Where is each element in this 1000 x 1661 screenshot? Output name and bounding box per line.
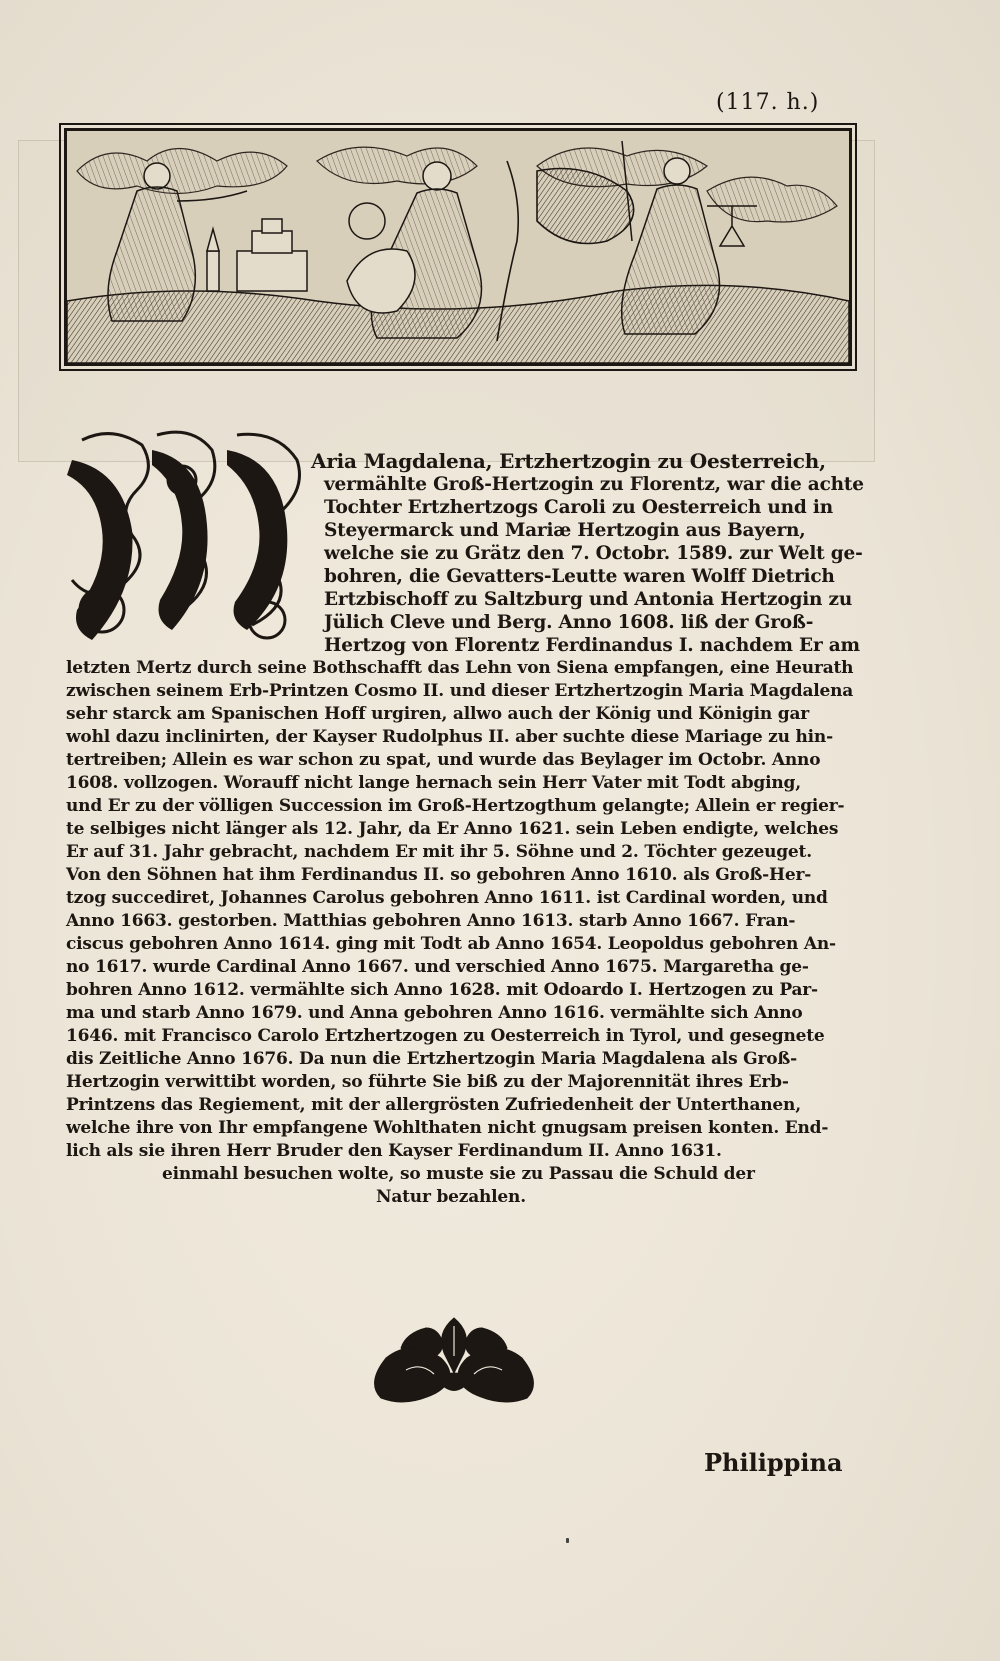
text-line: Tochter Ertzhertzogs Caroli zu Oesterreich und in: [324, 497, 833, 518]
decorated-initial: [62, 420, 332, 660]
text-line: tzog succediret, Johannes Carolus gebohren Anno 1611. ist Cardinal worden, und: [66, 888, 828, 908]
paper-speck: [566, 1538, 569, 1543]
text-line: Hertzog von Florentz Ferdinandus I. nachdem Er am: [324, 635, 860, 656]
text-line: bohren Anno 1612. vermählte sich Anno 1628. mit Odoardo I. Hertzogen zu Par-: [66, 980, 818, 1000]
text-line: Natur bezahlen.: [376, 1187, 526, 1207]
text-line: Hertzogin verwittibt worden, so führte Sie biß zu der Majorennität ihres Erb-: [66, 1072, 789, 1092]
text-line: einmahl besuchen wolte, so muste sie zu Passau die Schuld der: [162, 1164, 755, 1184]
text-line: Jülich Cleve und Berg. Anno 1608. liß der Groß-: [324, 612, 814, 633]
text-line: te selbiges nicht länger als 12. Jahr, da Er Anno 1621. sein Leben endigte, welches: [66, 819, 839, 839]
text-line: 1646. mit Francisco Carolo Ertzhertzogen zu Oesterreich in Tyrol, und gesegnete: [66, 1026, 825, 1046]
text-line: Aria Magdalena, Ertzhertzogin zu Oesterreich,: [311, 449, 826, 473]
text-line: letzten Mertz durch seine Bothschafft das Lehn von Siena empfangen, eine Heurath: [66, 658, 854, 678]
text-line: wohl dazu inclinirten, der Kayser Rudolphus II. aber suchte diese Mariage zu hin-: [66, 727, 833, 747]
flower-ornament: [366, 1308, 542, 1416]
text-line: Steyermarck und Mariæ Hertzogin aus Bayern,: [324, 520, 806, 541]
text-line: Printzens das Regiement, mit der allergrösten Zufriedenheit der Unterthanen,: [66, 1095, 801, 1115]
text-line: und Er zu der völligen Succession im Groß-Hertzogthum gelangte; Allein er regier-: [66, 796, 845, 816]
text-line: zwischen seinem Erb-Printzen Cosmo II. und dieser Ertzhertzogin Maria Magdalena: [66, 681, 854, 701]
allegory-illustration: [67, 131, 849, 363]
text-line: 1608. vollzogen. Worauff nicht lange hernach sein Herr Vater mit Todt abging,: [66, 773, 801, 793]
text-line: Er auf 31. Jahr gebracht, nachdem Er mit ihr 5. Söhne und 2. Töchter gezeuget.: [66, 842, 812, 862]
catchword: Philippina: [704, 1448, 843, 1477]
text-line: tertreiben; Allein es war schon zu spat, und wurde das Beylager im Octobr. Anno: [66, 750, 821, 770]
initial-m-ornament: [62, 420, 332, 660]
text-line: welche ihre von Ihr empfangene Wohlthaten nicht gnugsam preisen konten. End-: [66, 1118, 829, 1138]
woodcut-banner: [64, 128, 852, 366]
text-line: ciscus gebohren Anno 1614. ging mit Todt ab Anno 1654. Leopoldus gebohren An-: [66, 934, 836, 954]
floral-tailpiece: [366, 1308, 542, 1416]
text-line: dis Zeitliche Anno 1676. Da nun die Ertzhertzogin Maria Magdalena als Groß-: [66, 1049, 797, 1069]
text-line: vermählte Groß-Hertzogin zu Florentz, war die achte: [324, 474, 864, 495]
text-line: lich als sie ihren Herr Bruder den Kayser Ferdinandum II. Anno 1631.: [66, 1141, 722, 1161]
text-line: Anno 1663. gestorben. Matthias gebohren Anno 1613. starb Anno 1667. Fran-: [66, 911, 796, 931]
text-line: welche sie zu Grätz den 7. Octobr. 1589. zur Welt ge-: [324, 543, 863, 564]
text-line: ma und starb Anno 1679. und Anna gebohren Anno 1616. vermählte sich Anno: [66, 1003, 803, 1023]
text-line: no 1617. wurde Cardinal Anno 1667. und verschied Anno 1675. Margaretha ge-: [66, 957, 809, 977]
page-folio: (117. h.): [716, 90, 820, 115]
text-line: Von den Söhnen hat ihm Ferdinandus II. so gebohren Anno 1610. als Groß-Her-: [66, 865, 812, 885]
text-line: bohren, die Gevatters-Leutte waren Wolff Dietrich: [324, 566, 835, 587]
text-line: Ertzbischoff zu Saltzburg und Antonia Hertzogin zu: [324, 589, 853, 610]
text-line: sehr starck am Spanischen Hoff urgiren, allwo auch der König und Königin gar: [66, 704, 810, 724]
